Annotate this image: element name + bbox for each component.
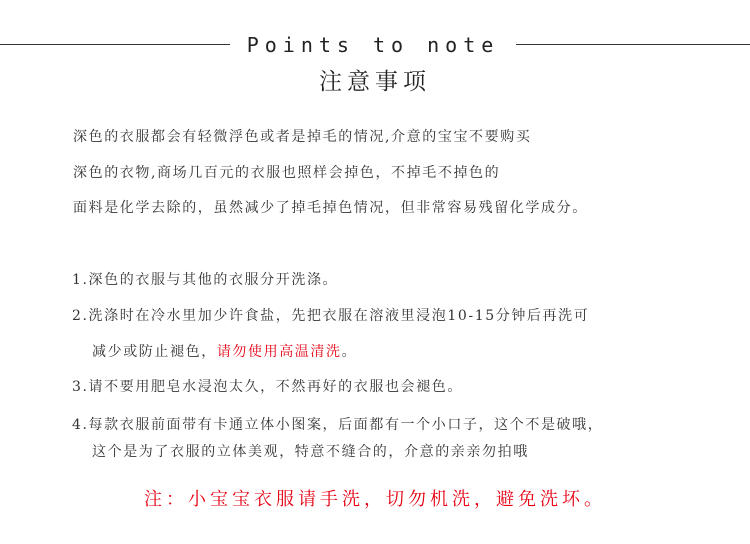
note-item-4-line-2: 这个是为了衣服的立体美观，特意不缝合的，介意的亲亲勿拍哦 [92, 444, 529, 460]
intro-line-1: 深色的衣服都会有轻微浮色或者是掉毛的情况,介意的宝宝不要购买 [73, 129, 532, 145]
note-item-2-line-1: 2.洗涤时在冷水里加少许食盐，先把衣服在溶液里浸泡10-15分钟后再洗可 [72, 308, 590, 324]
high-temperature-warning: 请勿使用高温清洗 [216, 344, 342, 360]
title-header [0, 32, 750, 58]
note-item-2-period: 。 [341, 344, 358, 360]
left-divider-line [0, 44, 230, 45]
note-item-4-line-1: 4.每款衣服前面带有卡通立体小图案，后面都有一个小口子，这个不是破哦， [72, 417, 604, 433]
intro-line-3: 面料是化学去除的，虽然减少了掉毛掉色情况，但非常容易残留化学成分。 [73, 200, 588, 216]
note-item-3: 3.请不要用肥皂水浸泡太久，不然再好的衣服也会褪色。 [72, 379, 463, 395]
english-title: Points to note [246, 33, 500, 57]
note-item-2-plain-text: 减少或防止褪色， [92, 344, 217, 360]
intro-line-2: 深色的衣物,商场几百元的衣服也照样会掉色，不掉毛不掉色的 [73, 165, 501, 181]
chinese-title: 注意事项 [319, 69, 431, 95]
hand-wash-notice: 注：小宝宝衣服请手洗，切勿机洗，避免洗坏。 [144, 489, 606, 510]
right-divider-line [516, 44, 750, 45]
note-item-2-line-2 [92, 341, 357, 361]
note-item-1: 1.深色的衣服与其他的衣服分开洗涤。 [72, 272, 339, 288]
